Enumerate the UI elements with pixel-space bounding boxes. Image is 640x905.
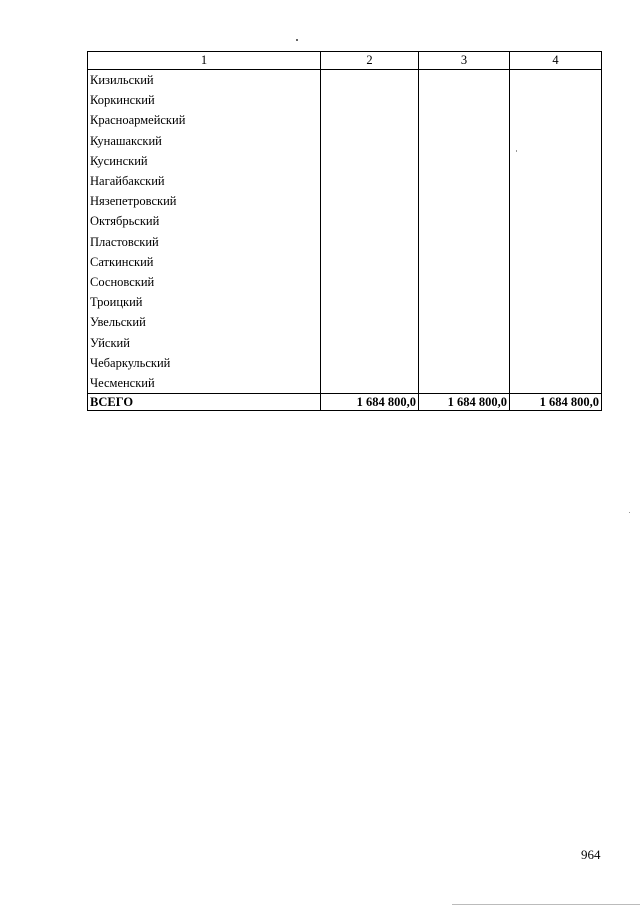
cell-col-3	[419, 252, 510, 272]
total-value-col-4: 1 684 800,0	[510, 394, 602, 411]
cell-col-2	[321, 312, 419, 332]
cell-col-2	[321, 292, 419, 312]
district-name: Чесменский	[88, 373, 321, 394]
cell-col-4	[510, 110, 602, 130]
district-name: Нязепетровский	[88, 191, 321, 211]
cell-col-4	[510, 332, 602, 352]
scan-speck	[516, 150, 517, 152]
total-label: ВСЕГО	[88, 394, 321, 411]
district-name: Кунашакский	[88, 131, 321, 151]
cell-col-3	[419, 151, 510, 171]
cell-col-2	[321, 332, 419, 352]
cell-col-4	[510, 373, 602, 394]
header-row	[88, 52, 602, 70]
table-row	[88, 70, 602, 91]
district-name: Чебаркульский	[88, 353, 321, 373]
table-row	[88, 232, 602, 252]
cell-col-2	[321, 131, 419, 151]
district-name: Увельский	[88, 312, 321, 332]
district-table	[87, 51, 602, 411]
table-row	[88, 90, 602, 110]
district-name: Октябрьский	[88, 211, 321, 231]
table-row	[88, 292, 602, 312]
total-value-col-2: 1 684 800,0	[321, 394, 419, 411]
cell-col-3	[419, 353, 510, 373]
cell-col-3	[419, 312, 510, 332]
cell-col-2	[321, 191, 419, 211]
cell-col-4	[510, 272, 602, 292]
table-row	[88, 272, 602, 292]
cell-col-3	[419, 110, 510, 130]
district-name: Коркинский	[88, 90, 321, 110]
table-row	[88, 211, 602, 231]
district-name: Нагайбакский	[88, 171, 321, 191]
cell-col-2	[321, 70, 419, 91]
district-name: Кусинский	[88, 151, 321, 171]
cell-col-4	[510, 171, 602, 191]
cell-col-2	[321, 110, 419, 130]
page-number: 964	[581, 847, 601, 862]
cell-col-4	[510, 232, 602, 252]
cell-col-2	[321, 272, 419, 292]
district-name: Кизильский	[88, 70, 321, 91]
total-value-col-3: 1 684 800,0	[419, 394, 510, 411]
cell-col-2	[321, 90, 419, 110]
cell-col-4	[510, 292, 602, 312]
table-row	[88, 131, 602, 151]
cell-col-2	[321, 353, 419, 373]
cell-col-3	[419, 272, 510, 292]
district-name: Троицкий	[88, 292, 321, 312]
table-row	[88, 373, 602, 394]
cell-col-4	[510, 131, 602, 151]
cell-col-3	[419, 232, 510, 252]
cell-col-2	[321, 171, 419, 191]
table-row	[88, 110, 602, 130]
district-name: Пластовский	[88, 232, 321, 252]
column-header-2: 2	[321, 52, 419, 70]
table-row	[88, 353, 602, 373]
cell-col-2	[321, 252, 419, 272]
table-row	[88, 171, 602, 191]
column-header-4: 4	[510, 52, 602, 70]
column-header-3: 3	[419, 52, 510, 70]
district-name: Саткинский	[88, 252, 321, 272]
cell-col-3	[419, 211, 510, 231]
cell-col-4	[510, 211, 602, 231]
cell-col-3	[419, 292, 510, 312]
table-row	[88, 332, 602, 352]
total-row	[88, 394, 602, 411]
cell-col-4	[510, 252, 602, 272]
scan-speck	[296, 39, 298, 41]
district-name: Уйский	[88, 332, 321, 352]
cell-col-4	[510, 312, 602, 332]
cell-col-3	[419, 131, 510, 151]
cell-col-4	[510, 70, 602, 91]
cell-col-2	[321, 151, 419, 171]
cell-col-3	[419, 70, 510, 91]
column-header-1: 1	[88, 52, 321, 70]
table-row	[88, 252, 602, 272]
scan-speck	[629, 512, 630, 513]
cell-col-3	[419, 90, 510, 110]
cell-col-3	[419, 171, 510, 191]
district-name: Сосновский	[88, 272, 321, 292]
cell-col-4	[510, 353, 602, 373]
district-name: Красноармейский	[88, 110, 321, 130]
cell-col-4	[510, 191, 602, 211]
cell-col-4	[510, 151, 602, 171]
cell-col-2	[321, 211, 419, 231]
cell-col-4	[510, 90, 602, 110]
table-row	[88, 151, 602, 171]
cell-col-3	[419, 332, 510, 352]
table-row	[88, 191, 602, 211]
cell-col-2	[321, 373, 419, 394]
cell-col-2	[321, 232, 419, 252]
table-row	[88, 312, 602, 332]
cell-col-3	[419, 191, 510, 211]
cell-col-3	[419, 373, 510, 394]
